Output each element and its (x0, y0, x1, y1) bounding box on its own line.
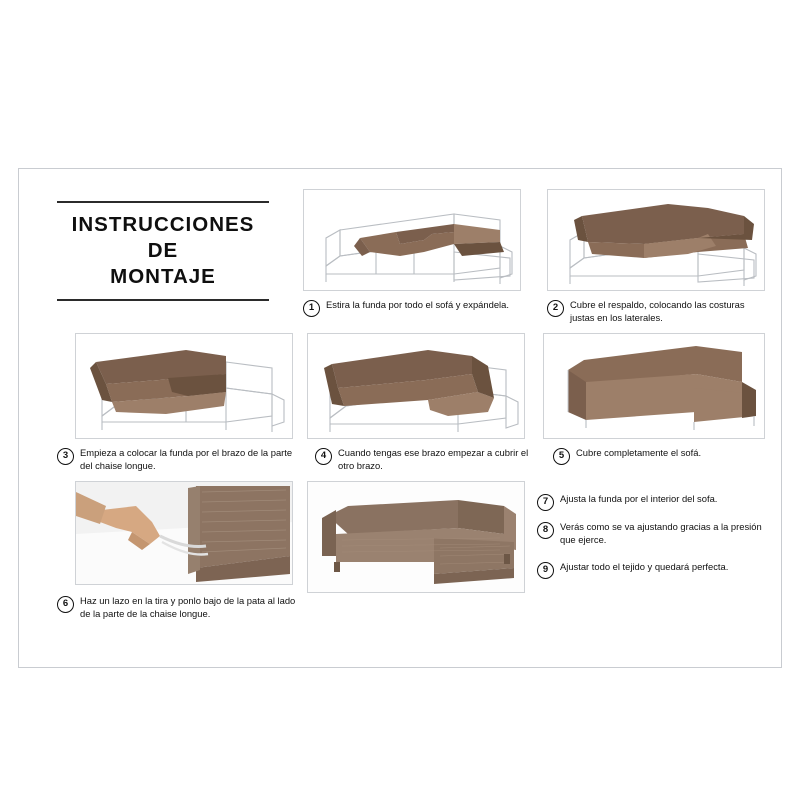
sofa-drawing-4 (308, 334, 525, 439)
instructions-inner (35, 181, 767, 657)
step-text-4: Cuando tengas ese brazo empezar a cubrir el otro brazo. (338, 447, 529, 471)
sofa-drawing-1 (304, 190, 521, 291)
photo-finished-sofa (308, 482, 525, 593)
illustration-step-5 (543, 333, 765, 439)
photo-tie-strap (76, 482, 293, 585)
instructions-sheet (18, 168, 782, 668)
step-number-6: 6 (57, 596, 74, 613)
illustration-step-3 (75, 333, 293, 439)
step-caption-5 (553, 447, 769, 465)
title-line-2: DE (147, 238, 179, 262)
step-number-9: 9 (537, 562, 554, 579)
step-caption-6 (57, 595, 307, 620)
page-title (51, 201, 275, 301)
title-rule-bottom (57, 299, 269, 301)
step-caption-2 (547, 299, 769, 324)
title-rule-top (57, 201, 269, 203)
step-text-8: Verás como se va ajustando gracias a la presión que ejerce. (560, 521, 762, 545)
step-caption-3 (57, 447, 297, 472)
step-text-7: Ajusta la funda por el interior del sofa. (560, 493, 718, 504)
illustration-step-4 (307, 333, 525, 439)
step-text-2: Cubre el respaldo, colocando las costuras justas en los laterales. (570, 299, 745, 323)
step-number-8: 8 (537, 522, 554, 539)
step-text-5: Cubre completamente el sofá. (576, 447, 702, 458)
sofa-drawing-2 (548, 190, 765, 291)
step-text-6: Haz un lazo en la tira y ponlo bajo de la pata al lado de la parte de la chaise longue. (80, 595, 296, 619)
step-number-3: 3 (57, 448, 74, 465)
step-number-1: 1 (303, 300, 320, 317)
step-number-4: 4 (315, 448, 332, 465)
step-caption-9 (537, 561, 769, 579)
illustration-step-2 (547, 189, 765, 291)
step-number-7: 7 (537, 494, 554, 511)
step-text-3: Empieza a colocar la funda por el brazo de la parte del chaise longue. (80, 447, 293, 471)
title-line-1: INSTRUCCIONES (71, 212, 255, 236)
step-number-5: 5 (553, 448, 570, 465)
illustration-step-7 (307, 481, 525, 593)
step-text-1: Estira la funda por todo el sofá y expándela. (326, 299, 509, 310)
step-caption-8 (537, 521, 769, 546)
step-text-9: Ajustar todo el tejido y quedará perfecta. (560, 561, 729, 572)
step-caption-1 (303, 299, 525, 317)
illustration-step-1 (303, 189, 521, 291)
sofa-drawing-5 (544, 334, 765, 439)
sofa-drawing-3 (76, 334, 293, 439)
step-number-2: 2 (547, 300, 564, 317)
step-caption-7 (537, 493, 769, 511)
title-line-3: MONTAJE (110, 264, 216, 288)
illustration-step-6 (75, 481, 293, 585)
step-caption-4 (315, 447, 537, 472)
